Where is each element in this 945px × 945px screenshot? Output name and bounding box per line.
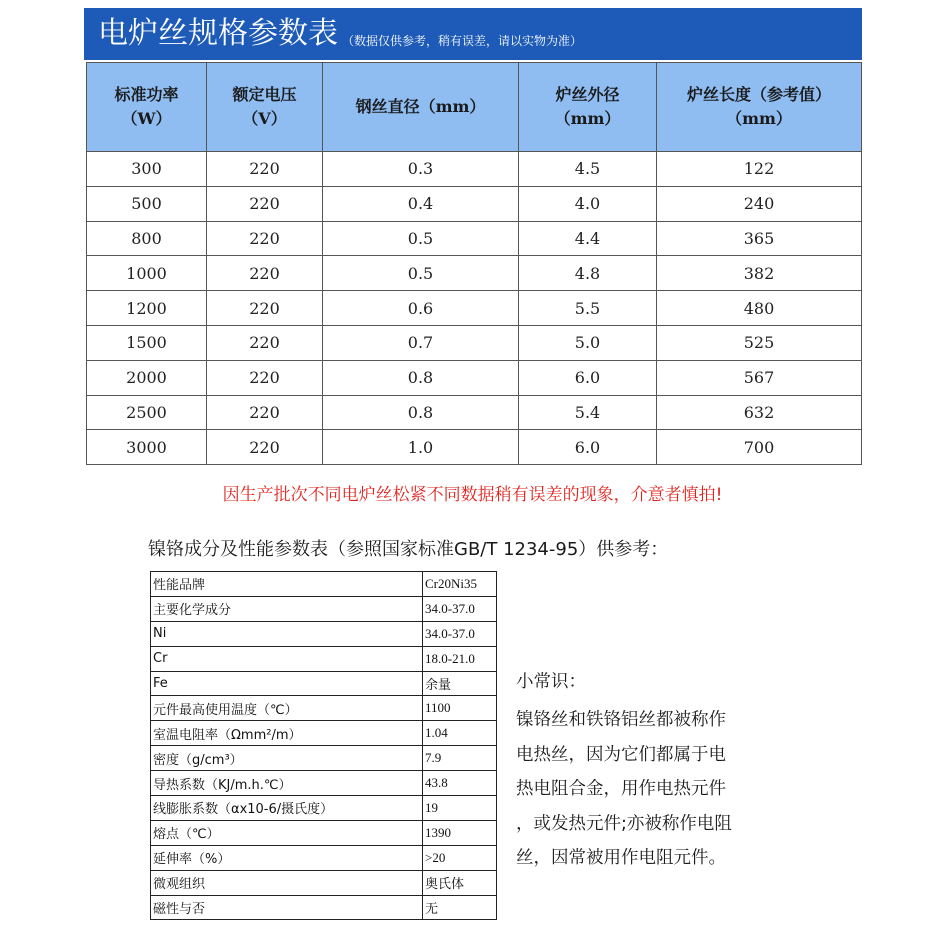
cell-power: 2500 [87,395,207,430]
prop-label: 微观组织 [151,870,423,895]
tips-line: 丝，因常被用作电阻元件。 [516,848,726,868]
cell-wire-diameter: 0.5 [323,221,519,256]
cell-wire-diameter: 0.6 [323,291,519,326]
tips-line: 镍铬丝和铁铬铝丝都被称作 [516,710,726,730]
cell-outer-diameter: 5.5 [519,291,657,326]
cell-voltage: 220 [207,152,323,187]
prop-value: >20 [423,845,497,870]
cell-length: 240 [657,186,862,221]
header-label: 炉丝外径 [555,85,620,104]
header-outer-diameter [519,63,657,152]
cell-wire-diameter: 0.3 [323,152,519,187]
table-row [87,221,862,256]
table-row [151,671,497,696]
prop-label: 主要化学成分 [151,596,423,621]
prop-value: 34.0-37.0 [423,621,497,646]
props-table [150,571,497,920]
prop-label: 磁性与否 [151,895,423,920]
cell-voltage: 220 [207,325,323,360]
table-row [87,186,862,221]
cell-voltage: 220 [207,221,323,256]
cell-length: 700 [657,430,862,465]
prop-value: 19 [423,796,497,821]
table-row [151,696,497,721]
prop-value: 7.9 [423,746,497,771]
page-subtitle: （数据仅供参考，稍有误差，请以实物为准） [342,33,583,48]
cell-outer-diameter: 4.4 [519,221,657,256]
cell-power: 3000 [87,430,207,465]
prop-value: 余量 [423,671,497,696]
cell-power: 1000 [87,256,207,291]
table-row [151,820,497,845]
header-power [87,63,207,152]
cell-power: 1500 [87,325,207,360]
prop-label: Ni [151,621,423,646]
cell-wire-diameter: 0.8 [323,360,519,395]
table-row [87,395,862,430]
cell-voltage: 220 [207,256,323,291]
cell-power: 2000 [87,360,207,395]
cell-voltage: 220 [207,291,323,326]
cell-power: 1200 [87,291,207,326]
prop-value: 1390 [423,820,497,845]
prop-value: 1100 [423,696,497,721]
prop-label: 密度（g/cm³） [151,746,423,771]
table-row [151,895,497,920]
cell-voltage: 220 [207,430,323,465]
cell-length: 525 [657,325,862,360]
table-row [87,360,862,395]
table-row [151,596,497,621]
cell-wire-diameter: 0.5 [323,256,519,291]
cell-outer-diameter: 6.0 [519,430,657,465]
cell-voltage: 220 [207,395,323,430]
prop-label: Fe [151,671,423,696]
header-label: 标准功率 [114,85,179,104]
tips-box [516,668,796,876]
cell-wire-diameter: 0.7 [323,325,519,360]
prop-value: 1.04 [423,721,497,746]
header-unit: （mm） [554,109,621,128]
prop-label: Cr [151,646,423,671]
props-heading: 镍铬成分及性能参数表（参照国家标准GB/T 1234-95）供参考： [148,539,669,560]
header-banner [84,8,862,60]
table-row [87,430,862,465]
header-label: 炉丝长度（参考值） [686,85,831,104]
table-row [87,152,862,187]
page-title: 电炉丝规格参数表 [98,16,338,51]
prop-label: 延伸率（%） [151,845,423,870]
cell-length: 122 [657,152,862,187]
prop-label: 元件最高使用温度（℃） [151,696,423,721]
tips-line: ，或发热元件;亦被称作电阻 [516,813,732,834]
cell-outer-diameter: 4.5 [519,152,657,187]
table-row [87,325,862,360]
table-row [87,291,862,326]
cell-outer-diameter: 5.0 [519,325,657,360]
table-row [151,845,497,870]
table-row [151,646,497,671]
cell-wire-diameter: 1.0 [323,430,519,465]
cell-wire-diameter: 0.8 [323,395,519,430]
cell-length: 382 [657,256,862,291]
cell-outer-diameter: 4.0 [519,186,657,221]
table-row [151,621,497,646]
table-row [151,721,497,746]
cell-length: 480 [657,291,862,326]
cell-length: 632 [657,395,862,430]
prop-value: 奥氏体 [423,870,497,895]
cell-power: 500 [87,186,207,221]
table-row [151,771,497,796]
cell-outer-diameter: 4.8 [519,256,657,291]
table-row [87,256,862,291]
header-wire-diameter [323,63,519,152]
cell-length: 365 [657,221,862,256]
prop-value: 34.0-37.0 [423,596,497,621]
cell-outer-diameter: 6.0 [519,360,657,395]
prop-value: Cr20Ni35 [423,572,497,597]
cell-voltage: 220 [207,360,323,395]
header-unit: （mm） [726,109,792,128]
prop-value: 无 [423,895,497,920]
table-row [151,796,497,821]
cell-power: 800 [87,221,207,256]
tips-title: 小常识： [516,672,586,692]
spec-header-row [87,63,862,152]
tips-line: 热电阻合金，用作电热元件 [516,779,726,799]
table-row [151,572,497,597]
cell-outer-diameter: 5.4 [519,395,657,430]
header-label: 钢丝直径（mm） [355,97,486,116]
header-length [657,63,862,152]
prop-label: 室温电阻率（Ωmm²/m） [151,721,423,746]
prop-label: 熔点（℃） [151,820,423,845]
cell-power: 300 [87,152,207,187]
prop-value: 18.0-21.0 [423,646,497,671]
cell-wire-diameter: 0.4 [323,186,519,221]
header-unit: （W） [121,109,172,128]
cell-voltage: 220 [207,186,323,221]
tips-line: 电热丝，因为它们都属于电 [516,744,726,765]
batch-notice: 因生产批次不同电炉丝松紧不同数据稍有误差的现象，介意者慎拍! [222,485,723,505]
header-voltage [207,63,323,152]
prop-label: 导热系数（KJ/m.h.℃） [151,771,423,796]
prop-label: 性能品牌 [151,572,423,597]
table-row [151,746,497,771]
table-row [151,870,497,895]
header-unit: （V） [242,109,287,128]
prop-value: 43.8 [423,771,497,796]
prop-label: 线膨胀系数（αx10-6/摄氏度） [151,796,423,821]
spec-table [86,62,862,465]
cell-length: 567 [657,360,862,395]
header-label: 额定电压 [232,85,297,104]
